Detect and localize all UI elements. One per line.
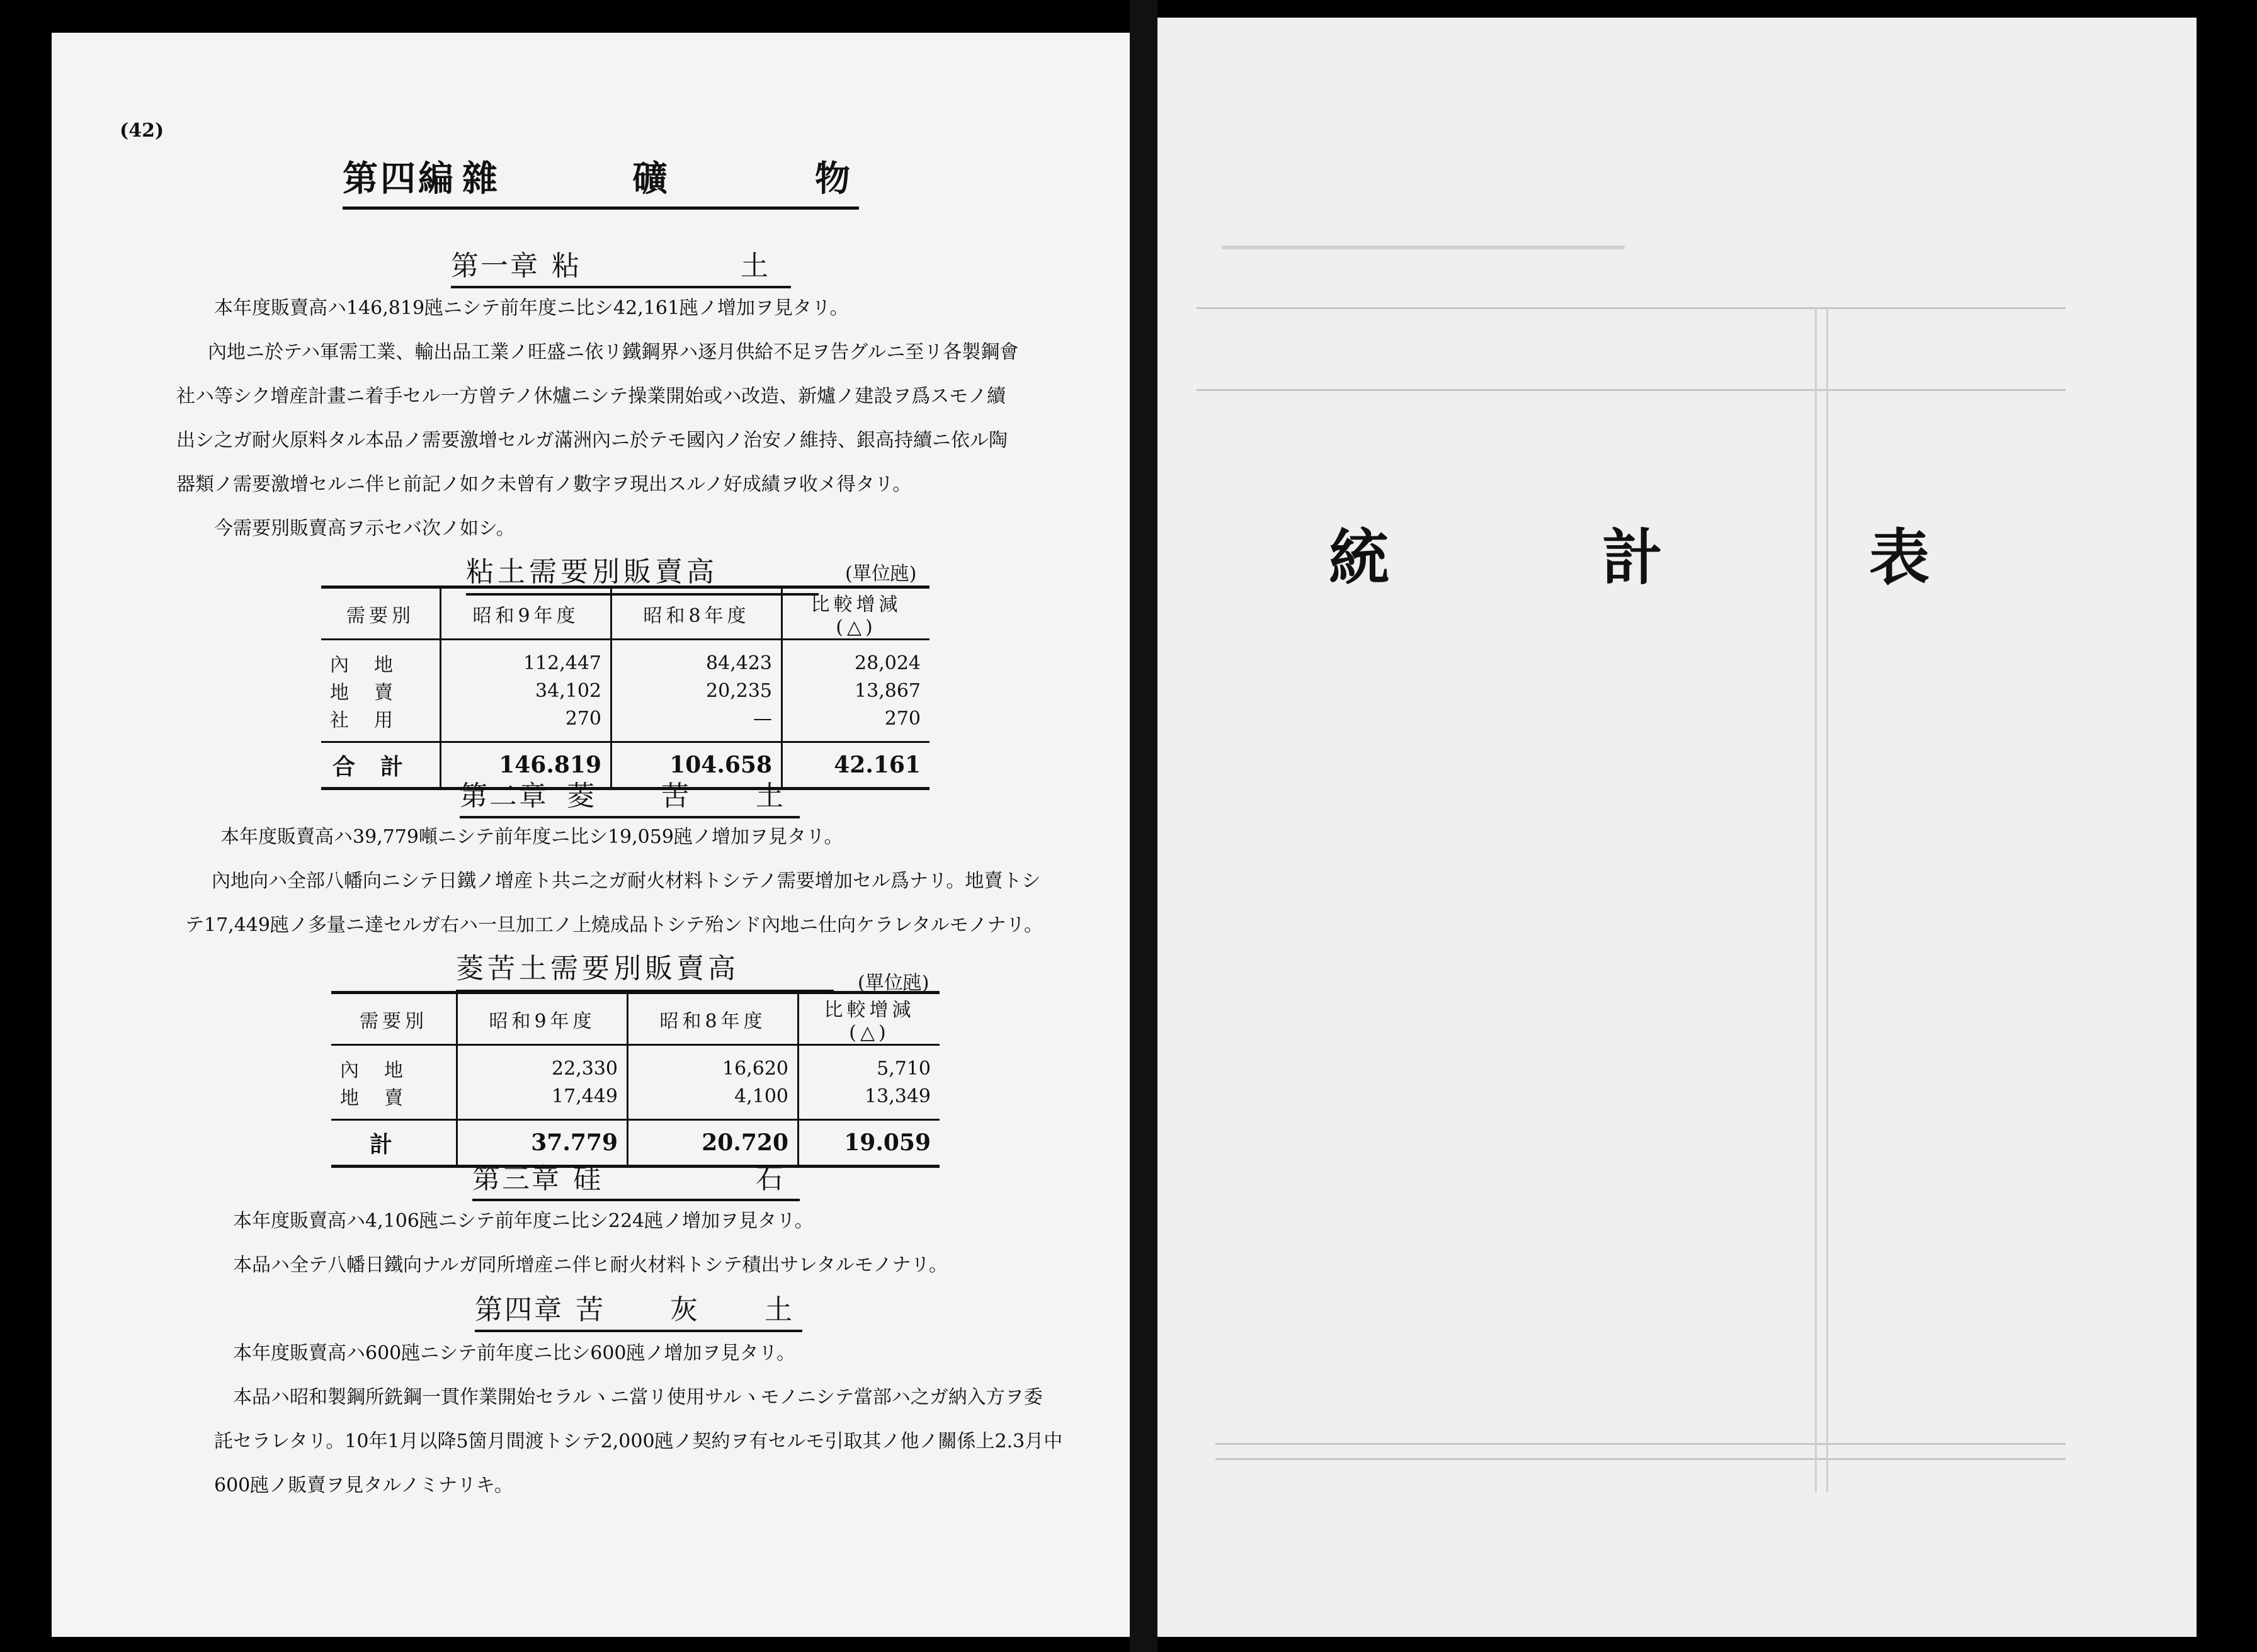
bleed-through-rule: [1815, 308, 1817, 1492]
chapter-1-heading: 第一章 粘 土: [451, 243, 791, 288]
part-title-char: 雜: [462, 158, 500, 200]
table-2-title: 菱苦土需要別販賣高: [456, 946, 834, 992]
header-cell: 比較增減(△): [782, 587, 930, 640]
header-cell: 需要別: [331, 993, 457, 1045]
stats-title-char: 表: [1869, 522, 1930, 593]
table-row: 地賣 17,449 4,100 13,349: [331, 1082, 940, 1120]
header-cell: 昭和8年度: [611, 587, 782, 640]
table-row: 社用 270 — 270: [321, 704, 930, 742]
paragraph: 本品ハ全テ八幡日鐵向ナルガ同所增産ニ伴ヒ耐火材料トシテ積出サレタルモノナリ。: [233, 1254, 948, 1276]
header-cell: 昭和9年度: [441, 587, 611, 640]
bleed-through-rule: [1197, 307, 2066, 309]
table-total-row: 合計 146.819 104.658 42.161: [321, 742, 930, 789]
paragraph: 本品ハ昭和製鋼所銑鋼一貫作業開始セラルヽニ當リ使用サルヽモノニシテ當部ハ之ガ納入方ヲ委: [233, 1386, 1043, 1408]
paragraph: 600瓲ノ販賣ヲ見タルノミナリキ。: [214, 1474, 513, 1496]
chapter-2-heading: 第二章 菱 苦 土: [460, 773, 800, 818]
book-spine: [1130, 0, 1157, 1652]
table-row: 內地 112,447 84,423 28,024: [321, 640, 930, 677]
paragraph: 內地向ハ全部八幡向ニシテ日鐵ノ增産ト共ニ之ガ耐火材料トシテノ需要增加セル爲ナリ。地賣トシ: [212, 870, 1041, 892]
part-title-char: 礦: [632, 158, 670, 200]
chapter-4-text: [214, 1332, 1063, 1508]
chapter-4-heading: 第四章 苦 灰 土: [475, 1287, 802, 1332]
right-page: [1157, 18, 2197, 1637]
bleed-through-rule: [1197, 389, 2066, 391]
paragraph: 託セラレタリ。10年1月以降5箇月間渡トシテ2,000瓲ノ契約ヲ有セルモ引取其ノ他ノ關係上2.3月中: [214, 1430, 1063, 1452]
table-1-unit: (單位瓲): [845, 563, 917, 585]
bleed-through-rule: [1215, 1443, 2066, 1445]
header-cell: 昭和9年度: [457, 993, 628, 1045]
header-cell: 比較增減(△): [799, 993, 940, 1045]
table-2-unit: (單位瓲): [858, 972, 930, 994]
paragraph: テ17,449瓲ノ多量ニ達セルガ右ハ一旦加工ノ上燒成品トシテ殆ンド內地ニ仕向ケラレタルモノナリ。: [185, 914, 1043, 936]
stats-title: [1193, 504, 1961, 592]
bleed-through-rule: [1215, 1458, 2066, 1460]
part-title-char: 物: [815, 158, 853, 200]
bleed-through-rule: [1222, 246, 1625, 249]
table-2: [331, 991, 940, 1168]
paragraph: 社ハ等シク增産計畫ニ着手セル一方曾テノ休爐ニシテ操業開始或ハ改造、新爐ノ建設ヲ爲スモノ續: [176, 385, 1006, 407]
paragraph: 本年度販賣高ハ146,819瓲ニシテ前年度ニ比シ42,161瓲ノ增加ヲ見タリ。: [214, 297, 849, 319]
paragraph: 本年度販賣高ハ600瓲ニシテ前年度ニ比シ600瓲ノ增加ヲ見タリ。: [233, 1342, 796, 1364]
header-cell: 昭和8年度: [628, 993, 799, 1045]
stats-title-char: 統: [1329, 522, 1389, 593]
paragraph: 今需要別販賣高ヲ示セバ次ノ如シ。: [214, 518, 515, 540]
table-1: [321, 586, 930, 790]
paragraph: 本年度販賣高ハ39,779噸ニシテ前年度ニ比シ19,059瓲ノ增加ヲ見タリ。: [220, 826, 843, 848]
paragraph: 本年度販賣高ハ4,106瓲ニシテ前年度ニ比シ224瓲ノ增加ヲ見タリ。: [233, 1210, 814, 1232]
paragraph: 內地ニ於テハ軍需工業、輸出品工業ノ旺盛ニ依リ鐵鋼界ハ逐月供給不足ヲ告グルニ至リ各製鋼會: [208, 341, 1019, 363]
chapter-2-text: [185, 815, 1043, 948]
part-title: [343, 151, 859, 210]
header-cell: 需要別: [321, 587, 441, 640]
part-title-number: 第四編: [343, 158, 456, 200]
chapter-3-heading: 第三章 硅 石: [472, 1156, 800, 1201]
table-row: 地賣 34,102 20,235 13,867: [321, 677, 930, 704]
chapter-3-text: [233, 1199, 948, 1287]
stats-title-char: 計: [1602, 522, 1663, 593]
table-row: 內地 22,330 16,620 5,710: [331, 1045, 940, 1083]
table-1-title: 粘土需要別販賣高: [466, 549, 819, 596]
chapter-1-text: [176, 286, 1019, 551]
paragraph: 器類ノ需要激增セルニ伴ヒ前記ノ如ク未曾有ノ數字ヲ現出スルノ好成績ヲ收メ得タリ。: [176, 473, 912, 495]
page-number: (42): [120, 120, 164, 142]
paragraph: 出シ之ガ耐火原料タル本品ノ需要激增セルガ滿洲內ニ於テモ國內ノ治安ノ維持、銀高持續ニ依ル陶: [176, 429, 1008, 451]
bleed-through-rule: [1826, 308, 1828, 1492]
table-total-row: 計 37.779 20.720 19.059: [331, 1120, 940, 1167]
